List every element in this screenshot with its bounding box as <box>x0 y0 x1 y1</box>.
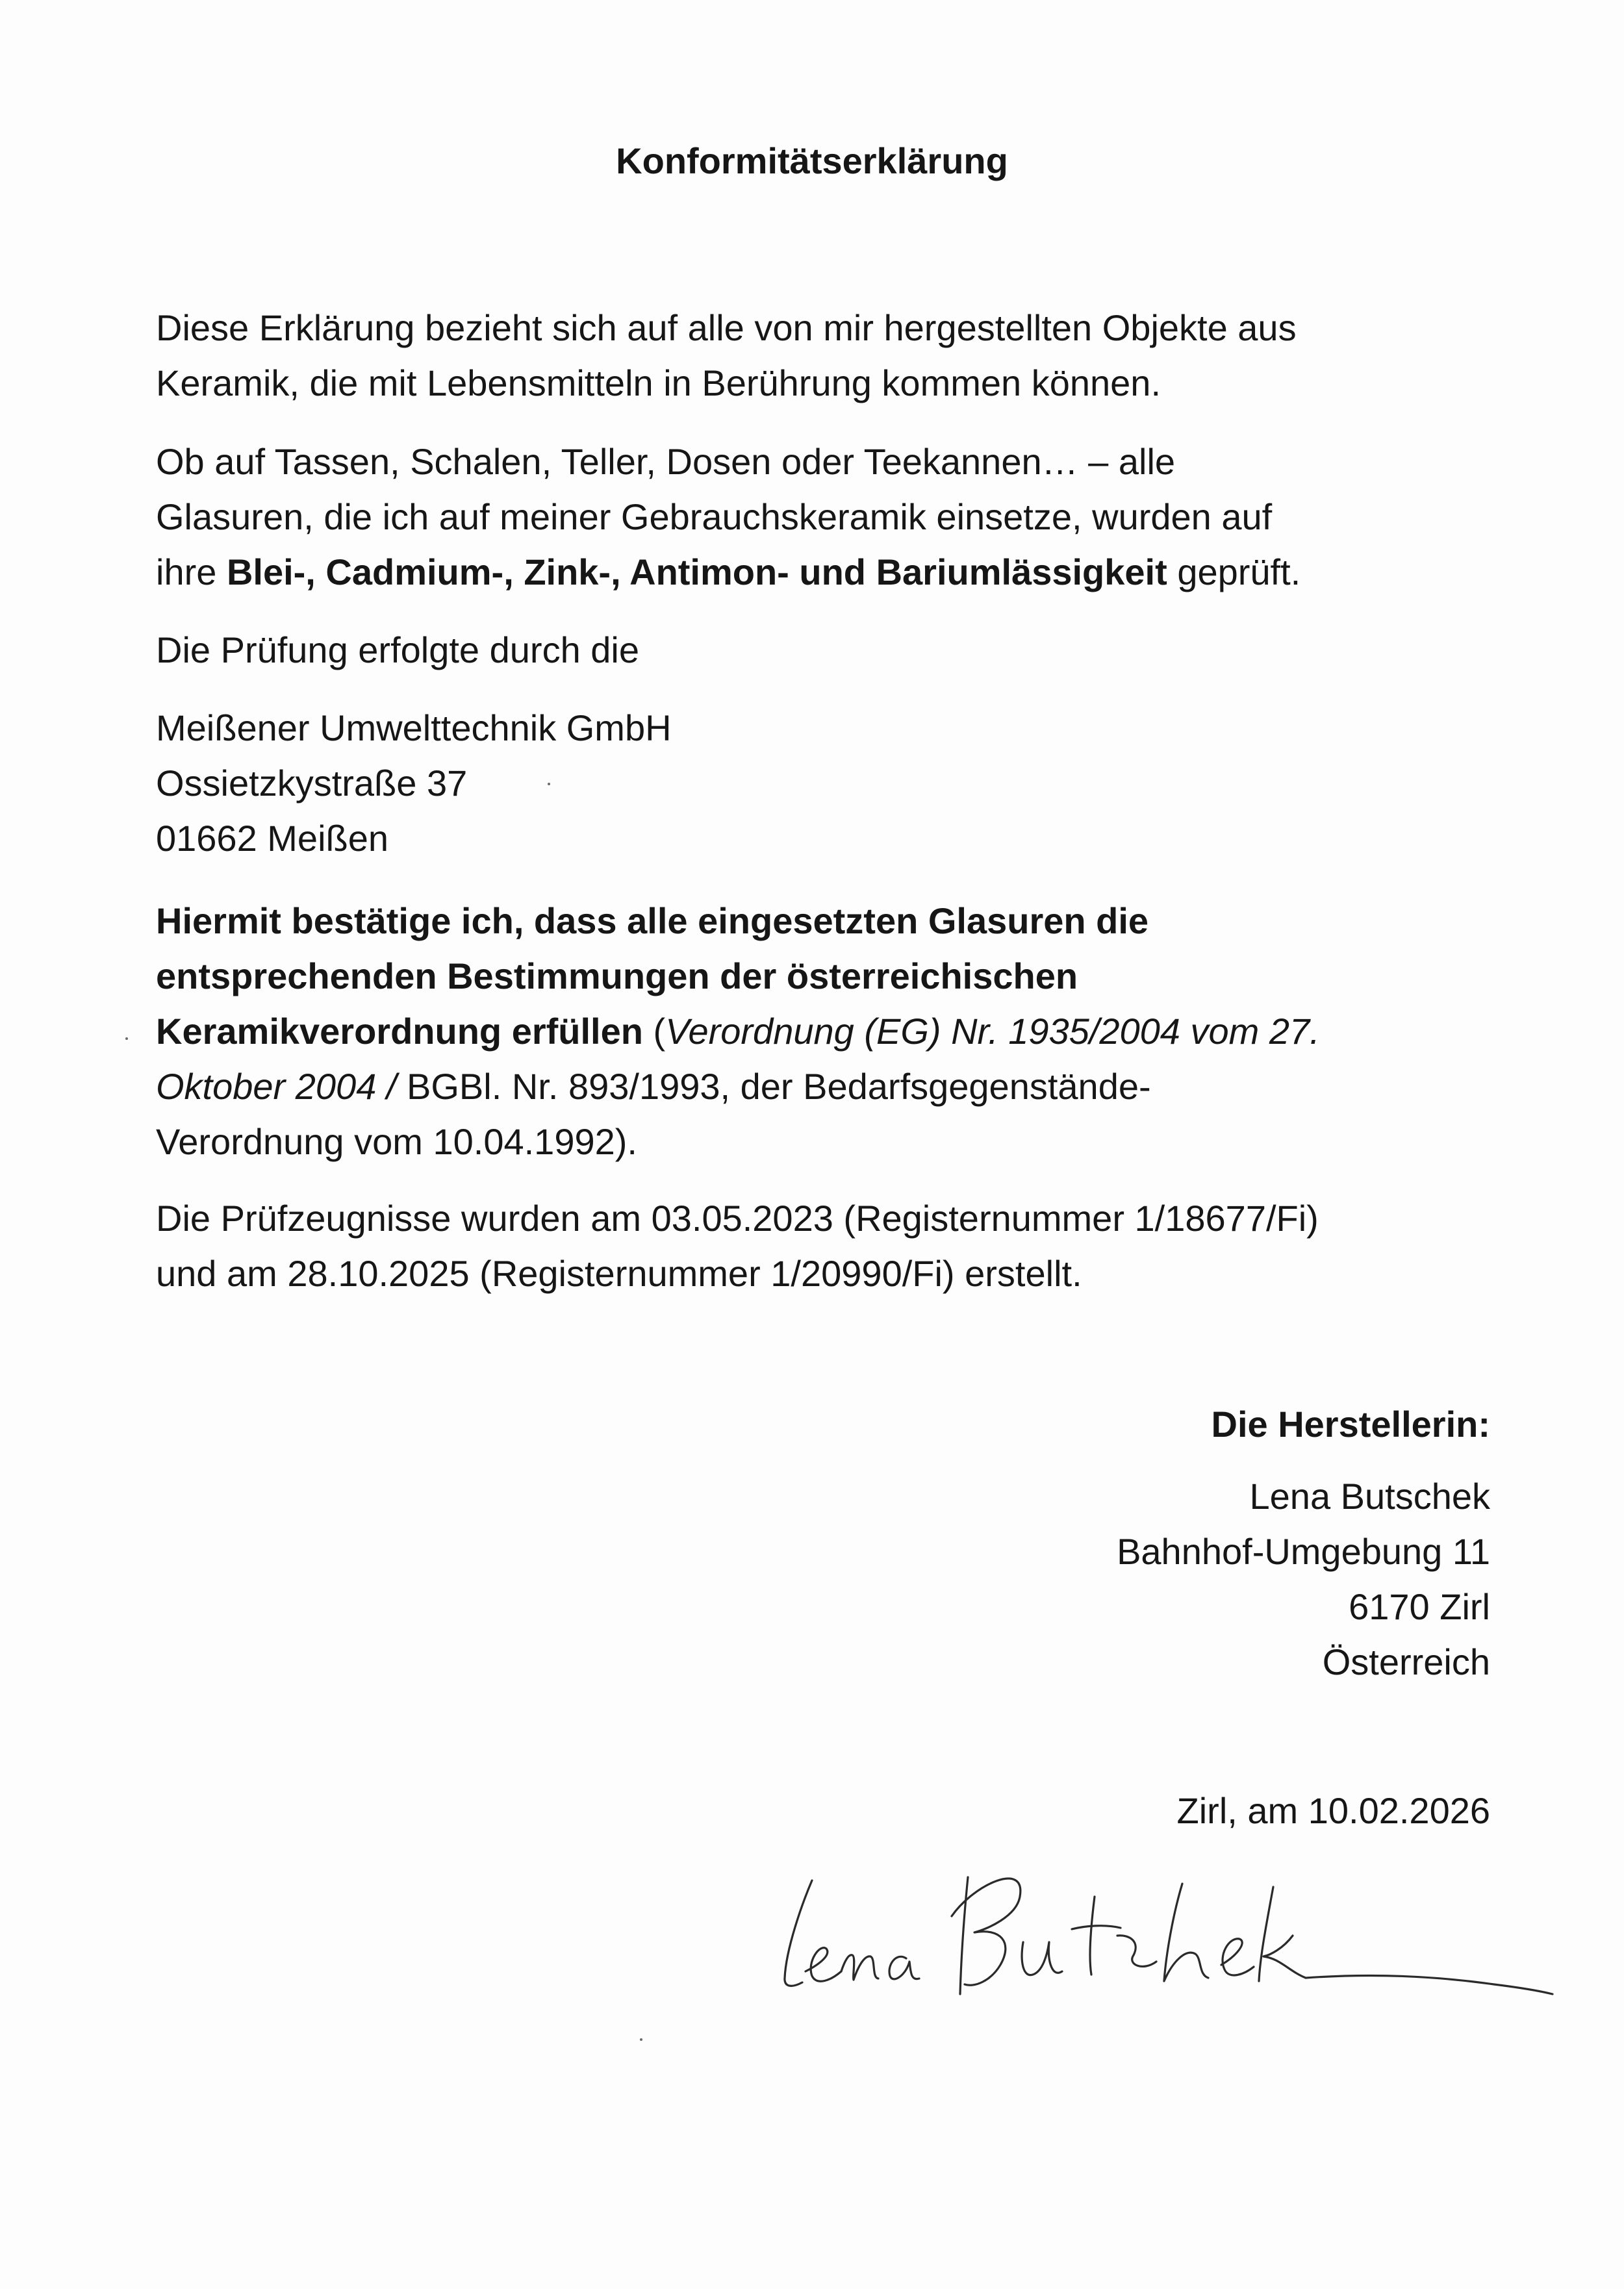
scan-speck <box>548 783 550 785</box>
scan-speck <box>640 2038 642 2041</box>
place-date: Zirl, am 10.02.2026 <box>1176 1790 1490 1831</box>
confirmation-line-5: Verordnung vom 10.04.1992). <box>156 1121 637 1162</box>
handwritten-signature <box>767 1858 1579 2007</box>
lab-city: 01662 Meißen <box>156 818 389 859</box>
certificates-line-2: und am 28.10.2025 (Registernummer 1/20990/Fi) erstellt. <box>156 1253 1082 1294</box>
confirmation-line-2 <box>156 948 1533 1004</box>
glaze-line-2: Glasuren, die ich auf meiner Gebrauchskeramik einsetze, wurden auf <box>156 496 1273 537</box>
manufacturer-city: 6170 Zirl <box>1349 1586 1490 1627</box>
scan-speck <box>125 1037 128 1040</box>
intro-line-2: Keramik, die mit Lebensmitteln in Berührung kommen können. <box>156 362 1161 403</box>
tested-substances: Blei-, Cadmium-, Zink-, Antimon- und Bariumlässigkeit <box>226 551 1167 592</box>
lab-address <box>156 700 1533 866</box>
manufacturer-heading: Die Herstellerin: <box>1211 1404 1490 1445</box>
glaze-line-3-pre: ihre <box>156 551 227 592</box>
manufacturer-street: Bahnhof-Umgebung 11 <box>1117 1531 1490 1572</box>
regulation-italic-2: Oktober 2004 / <box>156 1066 397 1107</box>
document-title: Konformitätserklärung <box>616 140 1008 181</box>
testing-intro <box>156 622 1533 677</box>
regulation-open-paren: ( <box>642 1011 666 1052</box>
confirmation-bold-1: Hiermit bestätige ich, dass alle eingesetzten Glasuren die <box>156 900 1149 941</box>
lab-street: Ossietzkystraße 37 <box>156 763 468 803</box>
regulation-bgbl: BGBl. Nr. 893/1993, der Bedarfsgegenstände- <box>396 1066 1151 1107</box>
confirmation-bold-2: entsprechenden Bestimmungen der österreichischen <box>156 955 1078 996</box>
certificates-paragraph <box>156 1191 1533 1301</box>
confirmation-paragraph <box>156 893 1533 1169</box>
lab-name: Meißener Umwelttechnik GmbH <box>156 707 672 748</box>
intro-paragraph <box>156 300 1533 411</box>
confirmation-line-4 <box>156 1059 1533 1114</box>
manufacturer-country: Österreich <box>1322 1641 1490 1682</box>
manufacturer-block <box>1117 1397 1490 1689</box>
testing-intro-line: Die Prüfung erfolgte durch die <box>156 629 639 670</box>
regulation-italic-1: Verordnung (EG) Nr. 1935/2004 vom 27. <box>665 1011 1320 1052</box>
intro-line-1: Diese Erklärung bezieht sich auf alle von mir hergestellten Objekte aus <box>156 307 1297 348</box>
glaze-paragraph <box>156 434 1533 600</box>
glaze-line-3-post: geprüft. <box>1167 551 1301 592</box>
confirmation-bold-3: Keramikverordnung erfüllen <box>156 1011 643 1052</box>
confirmation-line-3 <box>156 1004 1533 1059</box>
glaze-line-3 <box>156 544 1533 600</box>
manufacturer-name: Lena Butschek <box>1249 1476 1490 1517</box>
glaze-line-1: Ob auf Tassen, Schalen, Teller, Dosen oder Teekannen… – alle <box>156 441 1176 482</box>
certificates-line-1: Die Prüfzeugnisse wurden am 03.05.2023 (Registernummer 1/18677/Fi) <box>156 1198 1319 1239</box>
confirmation-line-1 <box>156 893 1533 948</box>
